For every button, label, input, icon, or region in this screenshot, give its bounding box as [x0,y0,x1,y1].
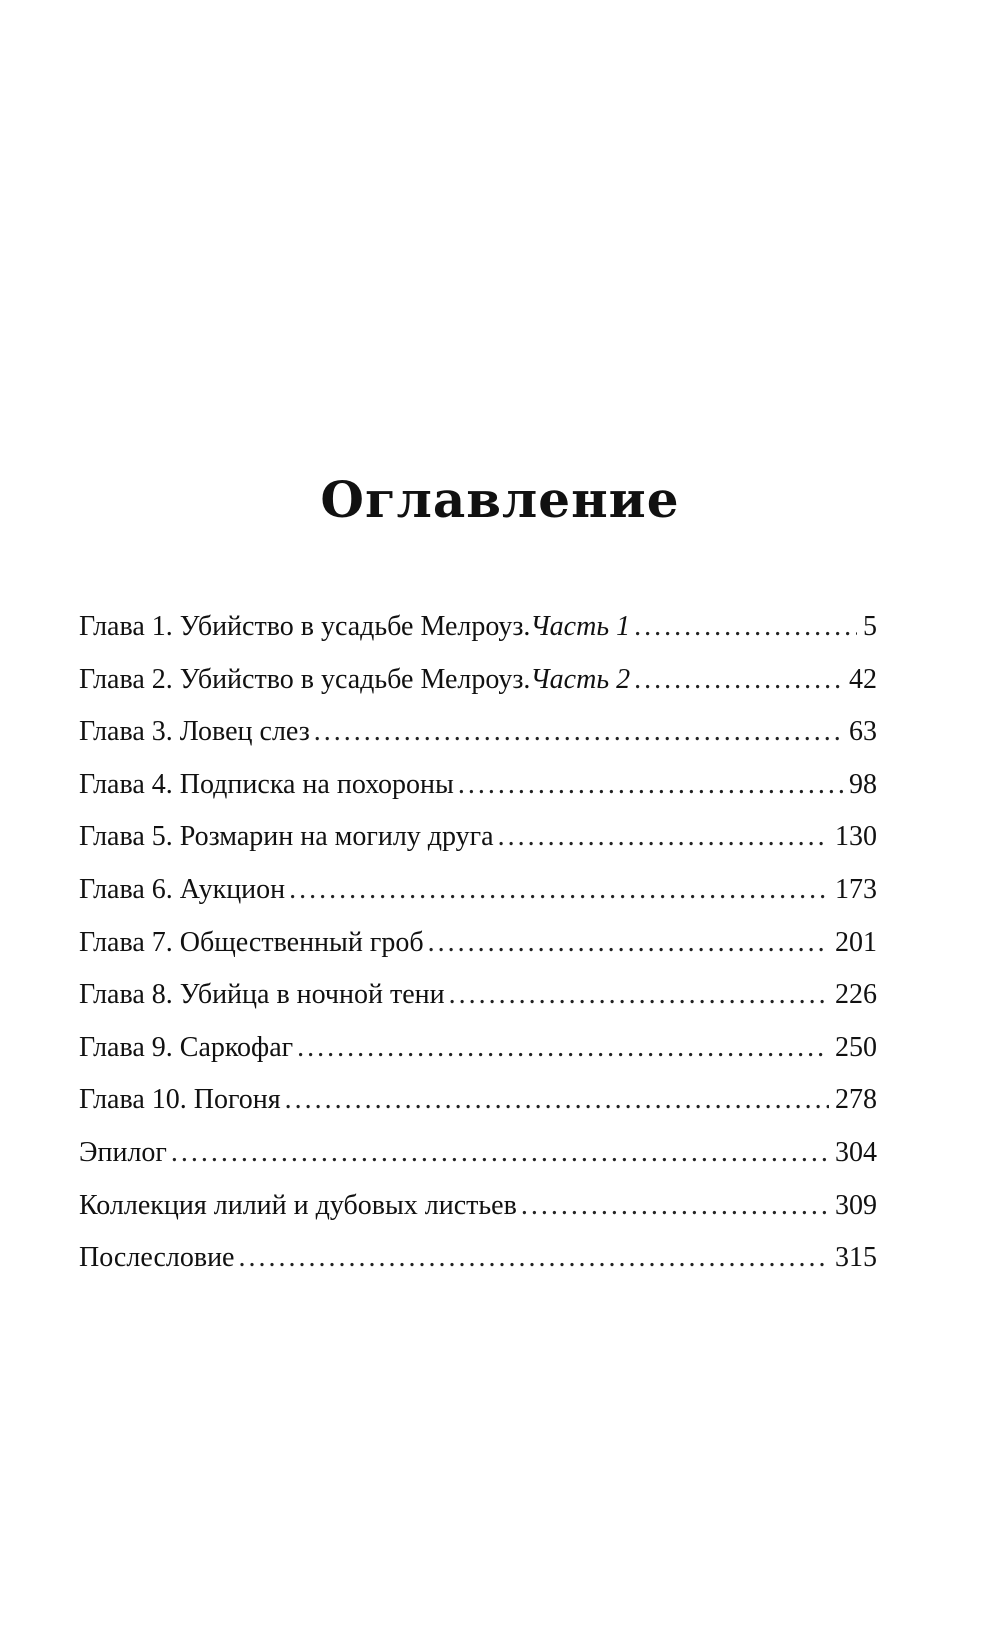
toc-entry[interactable] [79,1031,877,1084]
dot-leader [289,873,829,907]
dot-leader [314,715,843,749]
entry-page-number: 278 [835,1084,877,1116]
dot-leader [449,978,829,1012]
entry-title: Глава 9. Саркофаг [79,1031,294,1063]
entry-title: Послесловие [79,1242,235,1274]
toc-entry[interactable] [79,715,877,768]
entry-title: Глава 5. Розмарин на могилу друга [79,821,494,853]
toc-entry[interactable] [79,873,877,926]
page-title: Оглавление [320,470,680,529]
dot-leader [634,610,857,644]
entry-page-number: 226 [835,979,877,1011]
entry-page-number: 201 [835,926,877,958]
toc-entry[interactable] [79,610,877,663]
toc-entry[interactable] [79,1241,877,1294]
dot-leader [297,1031,829,1065]
entry-title: Глава 6. Аукцион [79,873,286,905]
entry-title: Глава 7. Общественный гроб [79,926,424,958]
dot-leader [498,820,829,854]
entry-title: Глава 4. Подписка на похороны [79,768,454,800]
entry-title: Глава 2. Убийство в усадьбе Мелроуз. [79,663,531,695]
entry-page-number: 315 [835,1242,877,1274]
entry-title: Глава 8. Убийца в ночной тени [79,979,445,1011]
dot-leader [428,926,829,960]
dot-leader [285,1083,829,1117]
entry-page-number: 173 [835,873,877,905]
toc-entry[interactable] [79,1136,877,1189]
entry-page-number: 98 [849,768,877,800]
toc-entry[interactable] [79,926,877,979]
dot-leader [634,663,843,697]
entry-title: Глава 10. Погоня [79,1084,281,1116]
dot-leader [171,1136,829,1170]
entry-part: Часть 2 [530,663,631,695]
entry-page-number: 304 [835,1136,877,1168]
entry-page-number: 130 [835,821,877,853]
toc-entry[interactable] [79,820,877,873]
toc-entry[interactable] [79,663,877,716]
entry-page-number: 309 [835,1189,877,1221]
dot-leader [458,768,843,802]
toc-entry[interactable] [79,978,877,1031]
entry-title: Эпилог [79,1136,167,1168]
entry-page-number: 42 [849,663,877,695]
dot-leader [521,1189,829,1223]
table-of-contents [79,610,877,1294]
entry-title: Глава 1. Убийство в усадьбе Мелроуз. [79,611,531,642]
toc-entry[interactable] [79,768,877,821]
entry-page-number: 5 [863,611,877,642]
entry-page-number: 250 [835,1031,877,1063]
dot-leader [238,1241,829,1275]
entry-page-number: 63 [849,716,877,748]
entry-title: Глава 3. Ловец слез [79,716,310,748]
toc-entry[interactable] [79,1189,877,1242]
entry-part: Часть 1 [530,611,631,642]
entry-title: Коллекция лилий и дубовых листьев [79,1189,517,1221]
toc-entry[interactable] [79,1083,877,1136]
